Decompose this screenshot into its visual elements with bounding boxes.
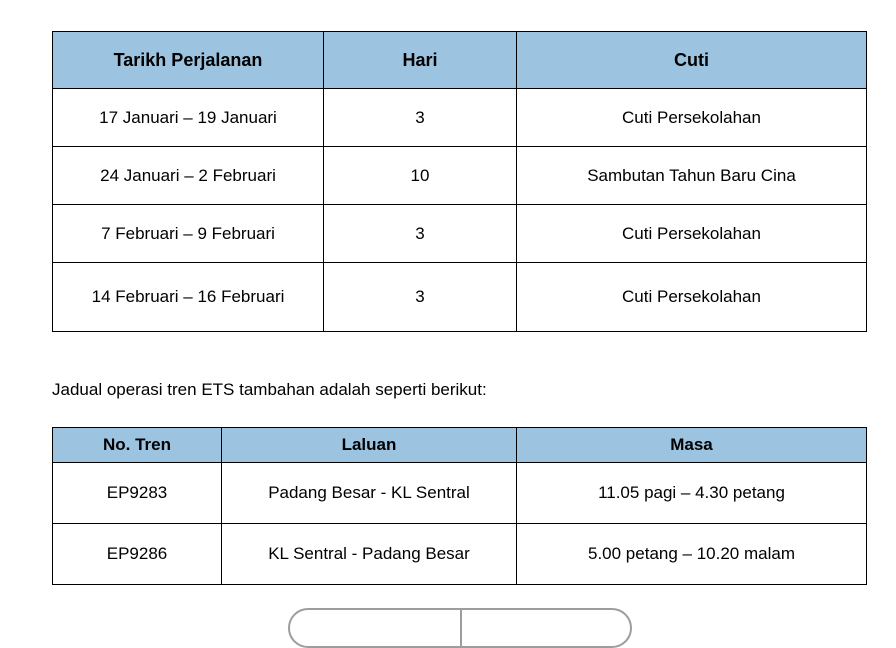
cell-tarikh: 24 Januari – 2 Februari bbox=[53, 147, 324, 205]
table-row bbox=[53, 263, 867, 332]
table-row bbox=[53, 147, 867, 205]
column-header-tarikh-perjalanan: Tarikh Perjalanan bbox=[53, 32, 324, 89]
intro-paragraph: Jadual operasi tren ETS tambahan adalah seperti berikut: bbox=[52, 380, 487, 399]
cell-cuti: Cuti Persekolahan bbox=[517, 89, 867, 147]
schedule-table bbox=[52, 31, 867, 332]
partial-bottom-control bbox=[288, 608, 632, 648]
table-row bbox=[53, 205, 867, 263]
column-header-no-tren: No. Tren bbox=[53, 428, 222, 463]
table-row bbox=[53, 89, 867, 147]
cell-hari: 3 bbox=[324, 205, 517, 263]
column-header-hari: Hari bbox=[324, 32, 517, 89]
cell-hari: 10 bbox=[324, 147, 517, 205]
table-header-row bbox=[53, 32, 867, 89]
cell-no-tren: EP9283 bbox=[53, 463, 222, 524]
cell-no-tren: EP9286 bbox=[53, 524, 222, 585]
cell-laluan: KL Sentral - Padang Besar bbox=[222, 524, 517, 585]
control-divider bbox=[460, 610, 462, 646]
cell-tarikh: 7 Februari – 9 Februari bbox=[53, 205, 324, 263]
column-header-cuti: Cuti bbox=[517, 32, 867, 89]
cell-cuti: Cuti Persekolahan bbox=[517, 205, 867, 263]
cell-tarikh: 17 Januari – 19 Januari bbox=[53, 89, 324, 147]
column-header-laluan: Laluan bbox=[222, 428, 517, 463]
table-header-row bbox=[53, 428, 867, 463]
cell-masa: 5.00 petang – 10.20 malam bbox=[517, 524, 867, 585]
cell-hari: 3 bbox=[324, 263, 517, 332]
cell-hari: 3 bbox=[324, 89, 517, 147]
table-row bbox=[53, 463, 867, 524]
train-schedule-table bbox=[52, 427, 867, 585]
table-row bbox=[53, 524, 867, 585]
cell-laluan: Padang Besar - KL Sentral bbox=[222, 463, 517, 524]
cell-tarikh: 14 Februari – 16 Februari bbox=[53, 263, 324, 332]
column-header-masa: Masa bbox=[517, 428, 867, 463]
cell-cuti: Cuti Persekolahan bbox=[517, 263, 867, 332]
cell-masa: 11.05 pagi – 4.30 petang bbox=[517, 463, 867, 524]
cell-cuti: Sambutan Tahun Baru Cina bbox=[517, 147, 867, 205]
